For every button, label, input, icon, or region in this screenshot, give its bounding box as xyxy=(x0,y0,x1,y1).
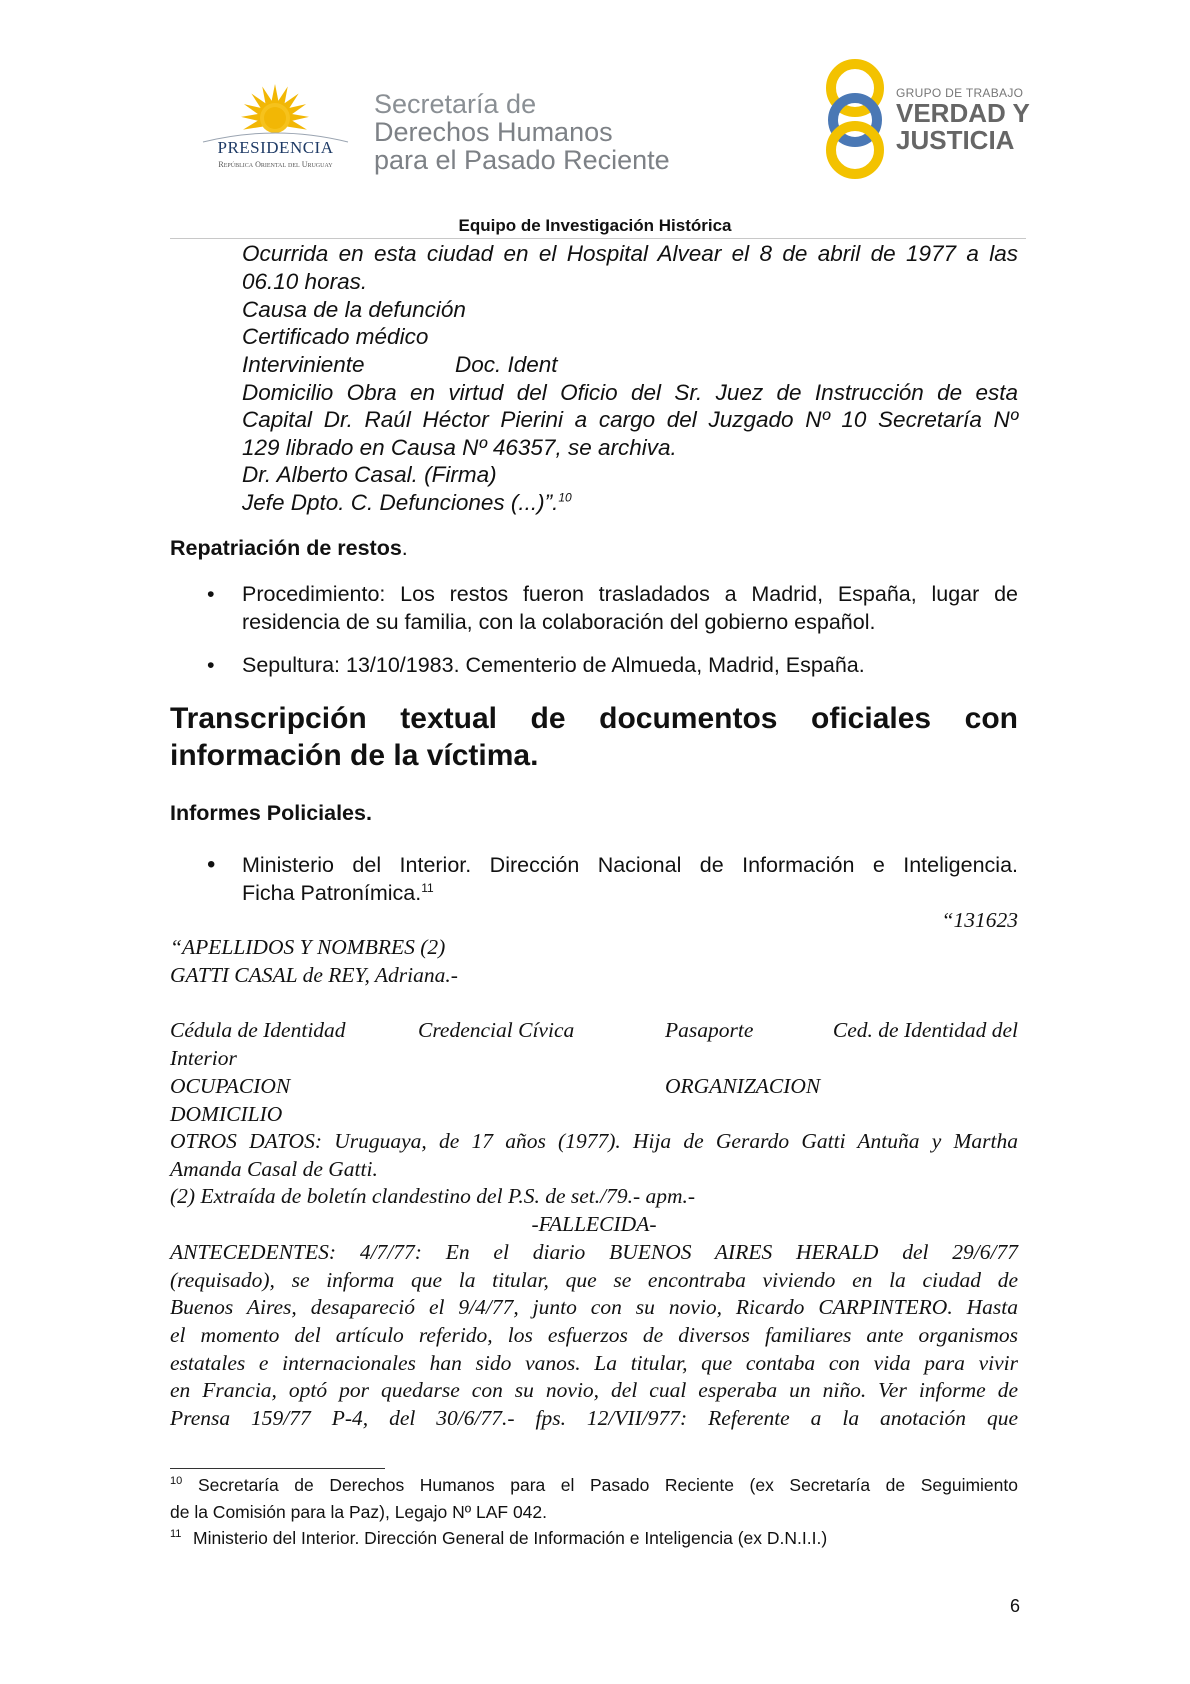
ficha-antecedentes-line-1: ANTECEDENTES: 4/7/77: En el diario BUENOS AIRES HERALD del 29/6/77 xyxy=(170,1240,1018,1264)
repatriacion-bullet-2: Sepultura: 13/10/1983. Cementerio de Almueda, Madrid, España. xyxy=(242,653,865,677)
ficha-ced-interior-2: Interior xyxy=(170,1046,237,1070)
page-number: 6 xyxy=(1010,1596,1021,1616)
footnote-ref-11: 11 xyxy=(421,880,434,895)
ficha-antecedentes-line-3: Buenos Aires, desapareció el 9/4/77, junto con su novio, Ricardo CARPINTERO. Hasta xyxy=(170,1295,1018,1319)
quote-line-8: 129 librado en Causa Nº 46357, se archiva. xyxy=(242,435,677,460)
quote-line-7: Capital Dr. Raúl Héctor Pierini a cargo del Juzgado Nº 10 Secretaría Nº xyxy=(242,407,1018,432)
ficha-cedula: Cédula de Identidad xyxy=(170,1018,346,1042)
repatriacion-bullet-1-line-2: residencia de su familia, con la colaboración del gobierno español. xyxy=(242,610,876,634)
section-title-line-1: Transcripción textual de documentos oficiales con xyxy=(170,702,1018,735)
bullet-dot-icon: • xyxy=(207,582,215,606)
grupo-line-3: JUSTICIA xyxy=(896,125,1015,155)
presidencia-subtitle: República Oriental del Uruguay xyxy=(218,160,333,169)
grupo-line-1: GRUPO DE TRABAJO xyxy=(896,86,1024,100)
ficha-antecedentes-line-6: en Francia, optó por quedarse con su novio, del cual esperaba un niño. Ver informe de xyxy=(170,1378,1018,1402)
informes-bullet-line-2: Ficha Patronímica.$^{11}$ xyxy=(242,880,434,905)
footnote-10 xyxy=(170,1472,182,1499)
quote-line-6: Domicilio Obra en virtud del Oficio del Sr. Juez de Instrucción de esta xyxy=(242,380,1018,405)
quote-line-4: Certificado médico xyxy=(242,324,429,349)
secretaria-title xyxy=(374,90,670,174)
bullet-dot-icon: • xyxy=(207,653,215,677)
ficha-fallecida: -FALLECIDA- xyxy=(531,1212,657,1236)
ficha-apellidos: “APELLIDOS Y NOMBRES (2) xyxy=(170,935,446,959)
section-title-line-2: información de la víctima. xyxy=(170,739,539,772)
footnote-11 xyxy=(170,1525,181,1552)
grupo-line-2: VERDAD Y xyxy=(896,98,1030,128)
ficha-antecedentes-line-5: estatales e internacionales han sido vanos. La titular, que contaba con vida para vivir xyxy=(170,1351,1018,1375)
repatriacion-heading: Repatriación de restos. xyxy=(170,536,408,560)
presidencia-name: PRESIDENCIA xyxy=(217,138,334,157)
repatriacion-heading-text: Repatriación de restos xyxy=(170,536,402,560)
informes-heading: Informes Policiales. xyxy=(170,801,372,825)
ficha-antecedentes-line-7: Prensa 159/77 P-4, del 30/6/77.- fps. 12/VII/977: Referente a la anotación que xyxy=(170,1406,1018,1430)
secretaria-line-1: Secretaría de xyxy=(374,89,537,119)
quote-line-3: Causa de la defunción xyxy=(242,297,466,322)
footnote-ref-10: 10 xyxy=(558,490,572,505)
secretaria-line-3: para el Pasado Reciente xyxy=(374,145,670,175)
team-title: Equipo de Investigación Histórica xyxy=(458,216,732,235)
footnote-11-num: 11 xyxy=(170,1528,182,1541)
secretaria-line-2: Derechos Humanos xyxy=(374,117,613,147)
footnote-10-line-1: Secretaría de Derechos Humanos para el Pasado Reciente (ex Secretaría de Seguimiento xyxy=(198,1475,1018,1495)
presidencia-logo xyxy=(198,80,353,175)
ficha-nombre: GATTI CASAL de REY, Adriana.- xyxy=(170,963,458,987)
quote-line-10 xyxy=(242,489,572,517)
ficha-organizacion: ORGANIZACION xyxy=(665,1074,821,1098)
bullet-dot-icon: • xyxy=(207,851,216,878)
footnote-divider xyxy=(170,1468,385,1469)
footnote-11-text: Ministerio del Interior. Dirección General de Información e Inteligencia (ex D.N.I.I.) xyxy=(193,1528,828,1548)
header-divider xyxy=(170,238,1026,239)
rings-emblem-icon xyxy=(822,56,892,181)
ficha-antecedentes-line-2: (requisado), se informa que la titular, que se encontraba viviendo en la ciudad de xyxy=(170,1268,1018,1292)
ficha-pasaporte: Pasaporte xyxy=(665,1018,754,1042)
ficha-otros-line-1: OTROS DATOS: Uruguaya, de 17 años (1977). Hija de Gerardo Gatti Antuña y Martha xyxy=(170,1129,1018,1153)
informes-bullet-line-1: Ministerio del Interior. Dirección Nacional de Información e Inteligencia. xyxy=(242,853,1018,877)
ficha-otros-line-2: Amanda Casal de Gatti. xyxy=(170,1157,378,1181)
ficha-ocupacion: OCUPACION xyxy=(170,1074,291,1098)
quote-line-9: Dr. Alberto Casal. (Firma) xyxy=(242,462,497,487)
footnote-10-line-2: de la Comisión para la Paz), Legajo Nº LAF 042. xyxy=(170,1502,548,1522)
ficha-extraida: (2) Extraída de boletín clandestino del P.S. de set./79.- apm.- xyxy=(170,1184,696,1208)
quote-line-5b: Doc. Ident xyxy=(455,352,558,377)
quote-line-2: 06.10 horas. xyxy=(242,269,368,294)
verdad-justicia-text xyxy=(896,86,1030,154)
ficha-domicilio: DOMICILIO xyxy=(170,1102,283,1126)
quote-signature: Jefe Dpto. C. Defunciones (...)”. xyxy=(242,490,559,515)
repatriacion-bullet-1-line-1: Procedimiento: Los restos fueron trasladados a Madrid, España, lugar de xyxy=(242,582,1018,606)
quote-line-5a: Interviniente xyxy=(242,352,365,377)
ficha-credencial: Credencial Cívica xyxy=(418,1018,575,1042)
ficha-ced-interior: Ced. de Identidad del xyxy=(832,1018,1018,1042)
footnote-10-num: 10 xyxy=(170,1475,183,1488)
ficha-number: “131623 xyxy=(941,908,1018,932)
quote-line-1: Ocurrida en esta ciudad en el Hospital Alvear el 8 de abril de 1977 a las xyxy=(242,241,1018,266)
ficha-antecedentes-line-4: el momento del artículo referido, los esfuerzos de diversos familiares ante organismos xyxy=(170,1323,1018,1347)
